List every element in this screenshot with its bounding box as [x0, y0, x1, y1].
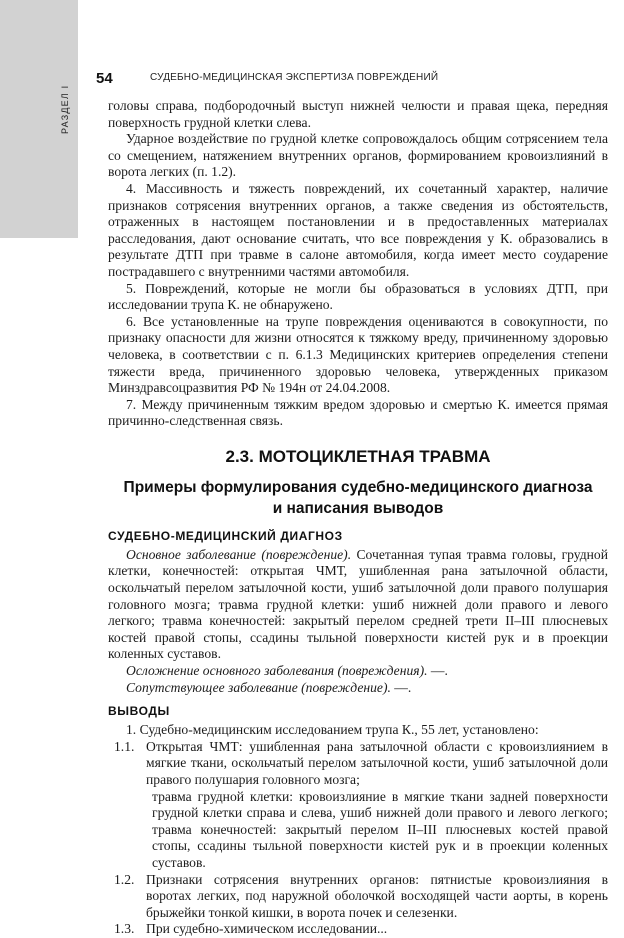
conclusion-text: При судебно-химическом исследовании... [146, 921, 388, 937]
conclusions-intro: 1. Судебно-медицинским исследованием трупа К., 55 лет, установлено: [126, 722, 539, 738]
page-number: 54 [96, 70, 113, 87]
main-diagnosis-text: Сочетанная тупая травма головы, грудной клетки, конечностей: открытая ЧМТ, ушибленная рана затылочной области, оскольчатый перелом затылочной кости, ушиб затылочной доли правого полушария головного мозга; травма грудной клетки: ушиб нижней доли правого и левого легкого; травма конечностей: закрытый перелом средней трети II–III плюсневых костей правой стопы, ссадины тыльной поверхности кистей рук и в проекции коленных суставов. [108, 546, 608, 662]
subsection-title-line: Примеры формулирования судебно-медицинского диагноза [123, 478, 593, 496]
paragraph: 6. Все установленные на трупе повреждения оцениваются в совокупности, по признаку опасности для жизни относятся к тяжкому вреду, причиненному здоровью человека, в соответствии с п. 6.1.3 Медицинских критериев определения степени тяжести вреда, причиненного здоровью человека, утвержденных приказом Минздравсоцразвития РФ № 194н от 24.04.2008. [108, 313, 608, 396]
conclusion-text: Открытая ЧМТ: ушибленная рана затылочной области с кровоизлиянием в мягкие ткани, оскольчатый перелом затылочной кости, ушиб затылочной доли правого полушария головного мозга; [146, 738, 608, 787]
concomitant-label: Сопутствующее заболевание (повреждение). [126, 679, 391, 695]
concomitant-text: —. [390, 679, 412, 695]
subsection-title [108, 477, 608, 519]
conclusion-item [108, 921, 608, 938]
main-diagnosis-label: Основное заболевание (повреждение). [126, 546, 352, 562]
conclusion-continuation: травма грудной клетки: кровоизлияние в мягкие ткани задней поверхности грудной клетки справа и слева, ушиб нижней доли правого и левого легкого; травма конечностей: закрытый перелом II–III плюсневых костей правой стопы, ссадины тыльной поверхности кистей рук и в проекции коленных суставов. [152, 788, 608, 870]
conclusion-number: 1.1. [114, 738, 135, 754]
complication-text: —. [427, 663, 448, 679]
paragraph: головы справа, подбородочный выступ нижней челюсти и правая щека, передняя поверхность грудной клетки слева. [108, 98, 608, 130]
complication [108, 663, 608, 680]
conclusion-number: 1.2. [114, 871, 135, 887]
complication-label: Осложнение основного заболевания (повреждения). [126, 663, 428, 679]
subsection-title-line: и написания выводов [272, 499, 444, 517]
diagnosis-heading: СУДЕБНО-МЕДИЦИНСКИЙ ДИАГНОЗ [108, 528, 343, 543]
running-title: СУДЕБНО-МЕДИЦИНСКАЯ ЭКСПЕРТИЗА ПОВРЕЖДЕНИЙ [150, 72, 439, 83]
conclusion-number: 1.3. [114, 921, 135, 937]
conclusion-text: Признаки сотрясения внутренних органов: пятнистые кровоизлияния в воротах легких, под наружной оболочкой восходящей части аорты, в корень брыжейки тонкой кишки, в ворота почек и селезенки. [146, 871, 608, 920]
conclusion-item [108, 872, 608, 922]
paragraph: 7. Между причиненным тяжким вредом здоровью и смертью К. имеется прямая причинно-следственная связь. [108, 396, 608, 429]
conclusion-item [108, 739, 608, 789]
paragraph: 4. Массивность и тяжесть повреждений, их сочетанный характер, наличие признаков сотрясения внутренних органов, а также сведения из обстоятельств, отраженных в настоящем постановлении и в предоставленных материалах расследования, дают основание считать, что все повреждения у К. образовались в результате ДТП при травме в салоне автомобиля, когда имеет место соударение пострадавшего с внутренними частями автомобиля. [108, 180, 608, 279]
concomitant [108, 680, 608, 697]
section-title: 2.3. МОТОЦИКЛЕТНАЯ ТРАВМА [225, 446, 491, 466]
page-body [108, 98, 608, 938]
paragraph: 5. Повреждений, которые не могли бы образоваться в условиях ДТП, при исследовании трупа К. не обнаружено. [108, 280, 608, 313]
paragraph: Ударное воздействие по грудной клетке сопровождалось общим сотрясением тела со смещением, натяжением внутренних органов, формированием кровоизлияний в ворота легких (п. 1.2). [108, 131, 608, 180]
main-diagnosis [108, 547, 608, 663]
conclusions-heading: ВЫВОДЫ [108, 704, 170, 719]
